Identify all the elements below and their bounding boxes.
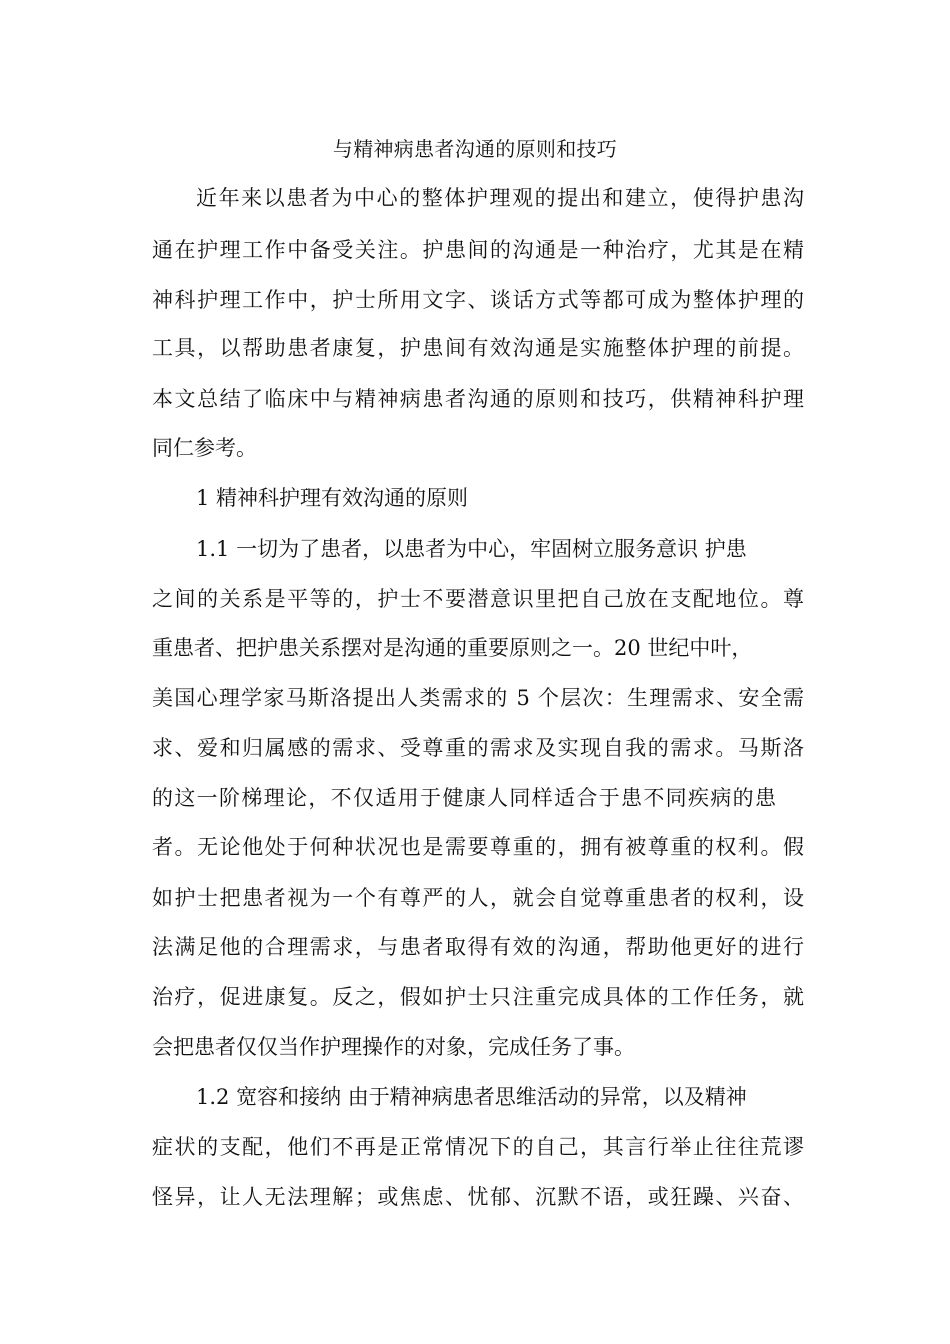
text-line: 的这一阶梯理论，不仅适用于健康人同样适合于患不同疾病的患 [152, 786, 776, 810]
section-heading: 1 精神科护理有效沟通的原则 [196, 486, 469, 510]
text-line: 通在护理工作中备受关注。护患间的沟通是一种治疗，尤其是在精 [152, 238, 804, 262]
text-line: 求、爱和归属感的需求、受尊重的需求及实现自我的需求。马斯洛 [152, 736, 804, 760]
text-line: 重患者、把护患关系摆对是沟通的重要原则之一。20 世纪中叶， [152, 636, 753, 660]
subsection-heading: 1.1 一切为了患者，以患者为中心，牢固树立服务意识 护患 [196, 537, 747, 561]
text-line: 工具，以帮助患者康复，护患间有效沟通是实施整体护理的前提。 [152, 336, 804, 360]
text-line: 怪异，让人无法理解；或焦虑、忧郁、沉默不语，或狂躁、兴奋、 [152, 1185, 804, 1209]
text-line: 同仁参考。 [152, 436, 257, 460]
text-line: 者。无论他处于何种状况也是需要尊重的，拥有被尊重的权利。假 [152, 835, 804, 859]
subsection-heading: 1.2 宽容和接纳 由于精神病患者思维活动的异常，以及精神 [196, 1085, 747, 1109]
document-title: 与精神病患者沟通的原则和技巧 [332, 137, 618, 161]
text-line: 如护士把患者视为一个有尊严的人，就会自觉尊重患者的权利，设 [152, 886, 804, 910]
text-line: 美国心理学家马斯洛提出人类需求的 5 个层次：生理需求、安全需 [152, 686, 804, 710]
text-line: 法满足他的合理需求，与患者取得有效的沟通，帮助他更好的进行 [152, 935, 804, 959]
text-line: 会把患者仅仅当作护理操作的对象，完成任务了事。 [152, 1035, 635, 1059]
text-line: 本文总结了临床中与精神病患者沟通的原则和技巧，供精神科护理 [152, 387, 804, 411]
text-line: 治疗，促进康复。反之，假如护士只注重完成具体的工作任务，就 [152, 985, 804, 1009]
text-line: 近年来以患者为中心的整体护理观的提出和建立，使得护患沟 [196, 186, 804, 210]
text-line: 之间的关系是平等的，护士不要潜意识里把自己放在支配地位。尊 [152, 587, 804, 611]
text-line: 神科护理工作中，护士所用文字、谈话方式等都可成为整体护理的 [152, 288, 804, 312]
text-line: 症状的支配，他们不再是正常情况下的自己，其言行举止往往荒谬 [152, 1135, 804, 1159]
